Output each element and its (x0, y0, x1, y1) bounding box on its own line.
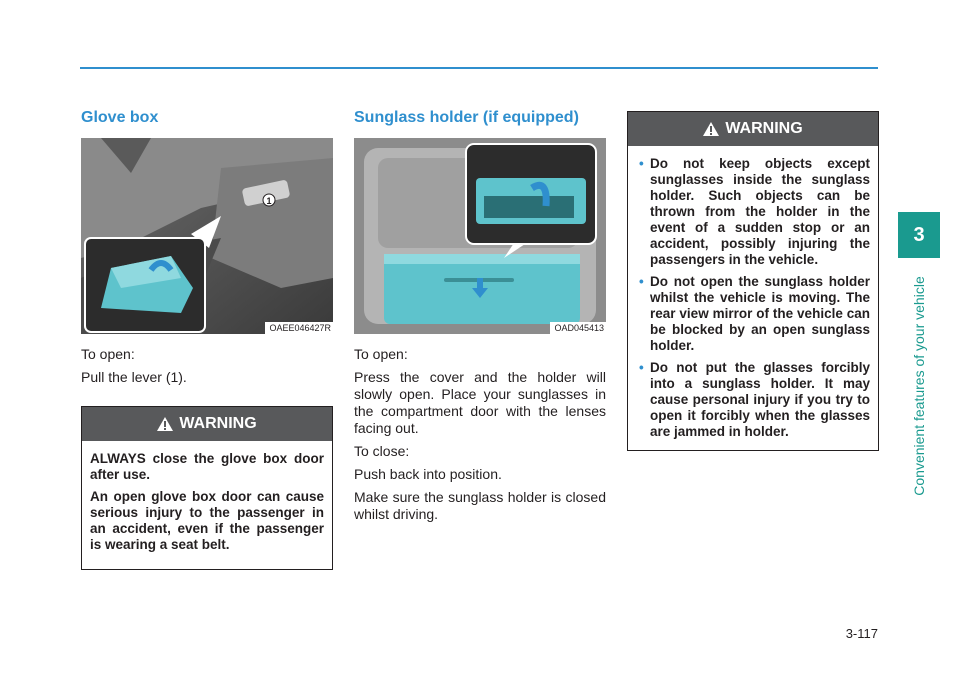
warning-list (636, 156, 870, 440)
sunglass-holder-section (354, 108, 606, 529)
instruction-line: Push back into position. (354, 466, 502, 482)
instruction-line: To close: (354, 443, 410, 459)
glove-box-warning (81, 406, 333, 570)
instruction-line: To open: (81, 346, 135, 362)
warning-heading: WARNING (725, 120, 803, 137)
warning-item: • Do not keep objects except sunglasses inside the sunglass holder. Such objects can be thrown from the holder in the event of a sudden stop or an accident, possibly injuring the passengers in the vehicle. (639, 156, 870, 267)
figure-code: OAEE046427R (265, 322, 333, 334)
chapter-title: Convenient features of your vehicle (911, 276, 927, 496)
glove-box-instructions (81, 346, 333, 386)
warning-triangle-icon (703, 122, 719, 136)
sunglass-holder-figure (354, 138, 606, 334)
sunglass-warning-section (627, 111, 879, 451)
warning-header (628, 112, 878, 146)
warning-body (82, 441, 332, 569)
glove-box-figure (81, 138, 333, 334)
figure-code: OAD045413 (550, 322, 606, 334)
top-rule (80, 67, 878, 69)
instruction-line: Make sure the sunglass holder is closed whilst driving. (354, 489, 606, 522)
instruction-line: Press the cover and the holder will slowly open. Place your sunglasses in the compartment door with the lenses facing out. (354, 369, 606, 436)
warning-body (628, 146, 878, 450)
instruction-line: Pull the lever (1). (81, 369, 187, 385)
warning-paragraph: An open glove box door can cause serious injury to the passenger in an accident, even if the passenger is wearing a seat belt. (90, 489, 324, 552)
lever-callout: 1 (266, 196, 272, 206)
sunglass-holder-illustration (354, 138, 606, 334)
warning-triangle-icon (157, 417, 173, 431)
chapter-number-tab: 3 (898, 212, 940, 258)
glove-box-title: Glove box (81, 109, 159, 126)
instruction-line: To open: (354, 346, 408, 362)
glove-box-illustration (81, 138, 333, 334)
sunglass-holder-title: Sunglass holder (if equipped) (354, 109, 579, 126)
warning-header (82, 407, 332, 441)
warning-paragraph: ALWAYS close the glove box door after use. (90, 451, 324, 482)
sunglass-holder-instructions (354, 346, 606, 523)
warning-item: • Do not open the sunglass holder whilst the vehicle is moving. The rear view mirror of the vehicle can be blocked by an open sunglass holder. (639, 274, 870, 353)
page-number: 3-117 (845, 626, 878, 641)
warning-heading: WARNING (179, 415, 257, 432)
glove-box-section (81, 108, 333, 570)
warning-item: • Do not put the glasses forcibly into a sunglass holder. It may cause personal injury if you try to open it forcibly when the glasses are jammed in holder. (639, 360, 870, 439)
sunglass-holder-warning (627, 111, 879, 451)
